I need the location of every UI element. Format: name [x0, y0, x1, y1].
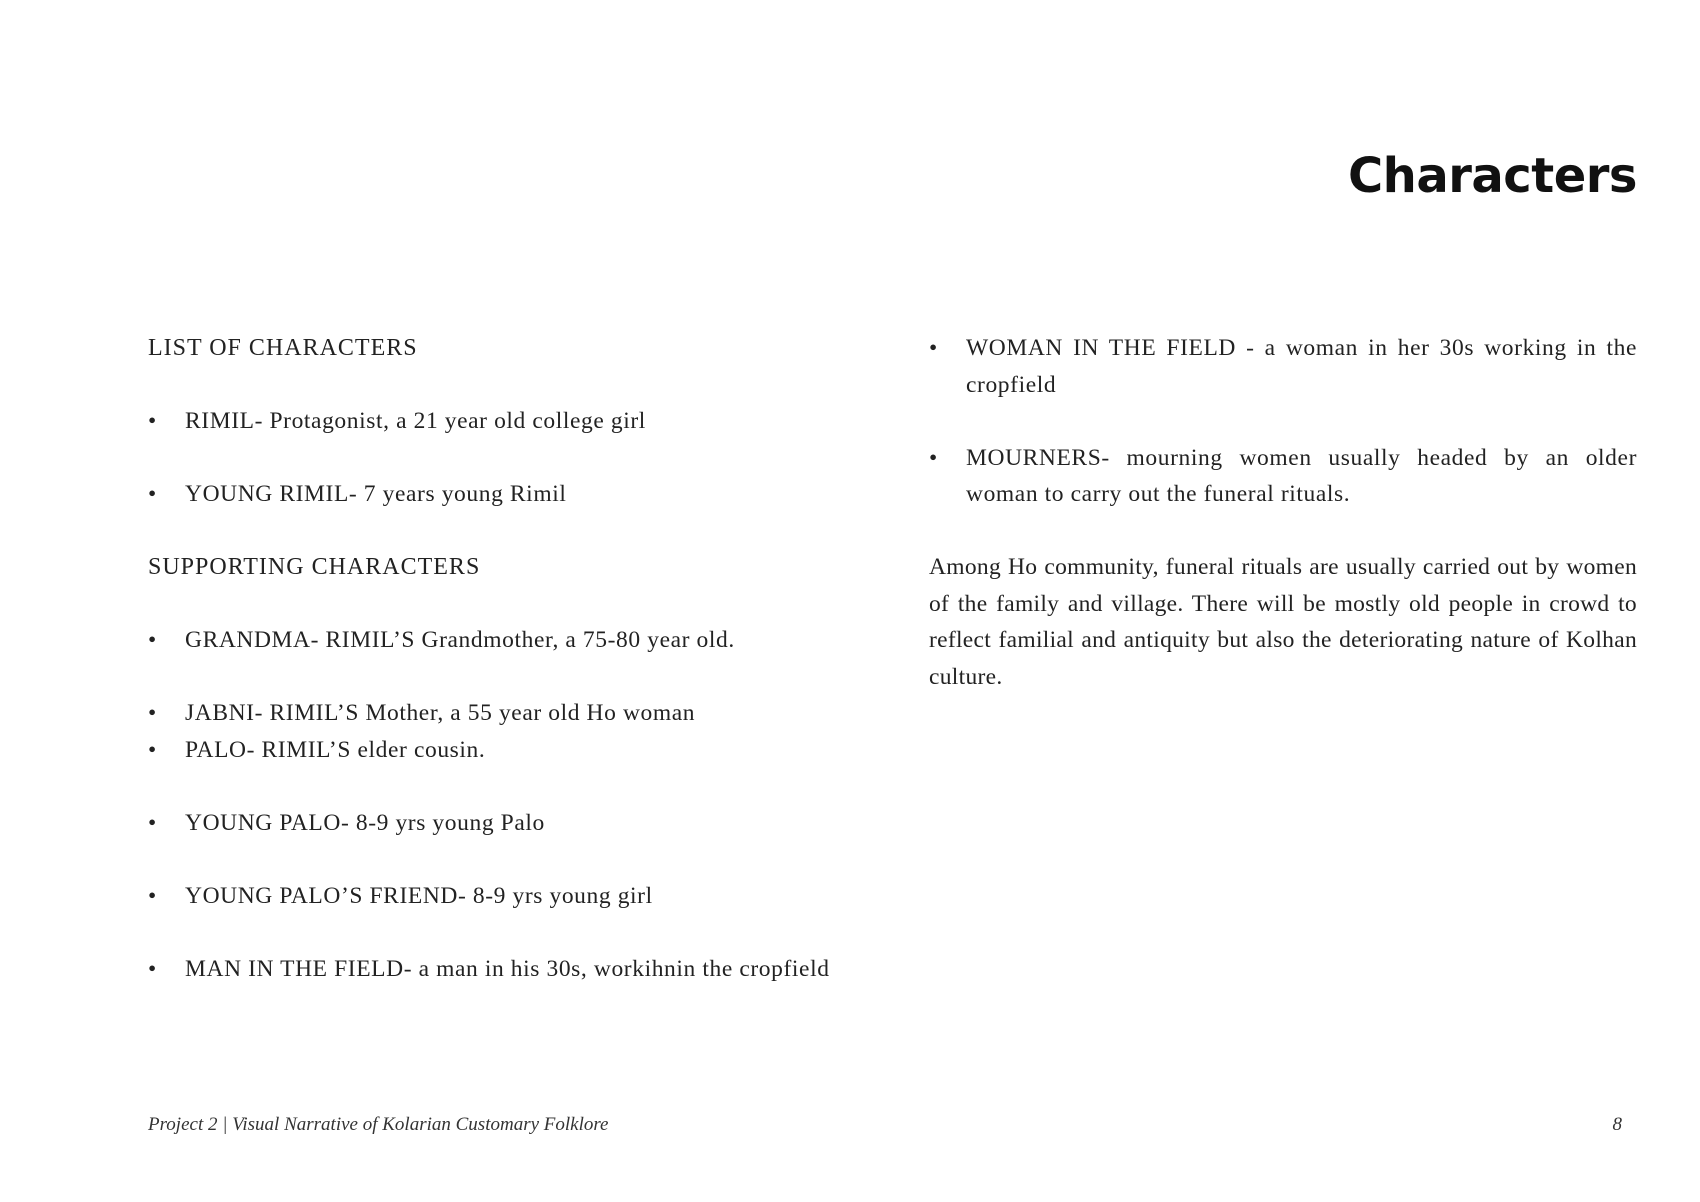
list-item: • JABNI- RIMIL’S Mother, a 55 year old Ho woman	[148, 695, 860, 732]
list-item: • PALO- RIMIL’S elder cousin.	[148, 732, 860, 769]
list-item: • YOUNG PALO- 8-9 yrs young Palo	[148, 805, 860, 842]
funeral-rituals-paragraph: Among Ho community, funeral rituals are usually carried out by women of the family and village. There will be mostly old people in crowd to reflect familial and antiquity but also the deteriorating nature of Kolhan culture.	[929, 554, 1637, 690]
list-item: • MAN IN THE FIELD- a man in his 30s, workihnin the cropfield	[148, 951, 860, 988]
left-column	[148, 330, 860, 1024]
additional-character-list	[929, 330, 1637, 513]
supporting-characters-heading: SUPPORTING CHARACTERS	[148, 554, 481, 580]
main-character-list	[148, 403, 860, 513]
page-number: 8	[1612, 1114, 1622, 1135]
list-item: • MOURNERS- mourning women usually headed by an older woman to carry out the funeral rituals.	[929, 440, 1637, 513]
footer-project-line: Project 2 | Visual Narrative of Kolarian Customary Folklore	[148, 1114, 609, 1135]
page-title: Characters	[1347, 148, 1637, 204]
list-item: • YOUNG RIMIL- 7 years young Rimil	[148, 476, 860, 513]
list-item: • RIMIL- Protagonist, a 21 year old college girl	[148, 403, 860, 440]
supporting-character-list	[148, 622, 860, 987]
list-item: • WOMAN IN THE FIELD - a woman in her 30s working in the cropfield	[929, 330, 1637, 403]
list-item: • GRANDMA- RIMIL’S Grandmother, a 75-80 year old.	[148, 622, 860, 659]
list-of-characters-heading: LIST OF CHARACTERS	[148, 335, 418, 361]
list-item: • YOUNG PALO’S FRIEND- 8-9 yrs young girl	[148, 878, 860, 915]
right-column	[929, 330, 1637, 695]
